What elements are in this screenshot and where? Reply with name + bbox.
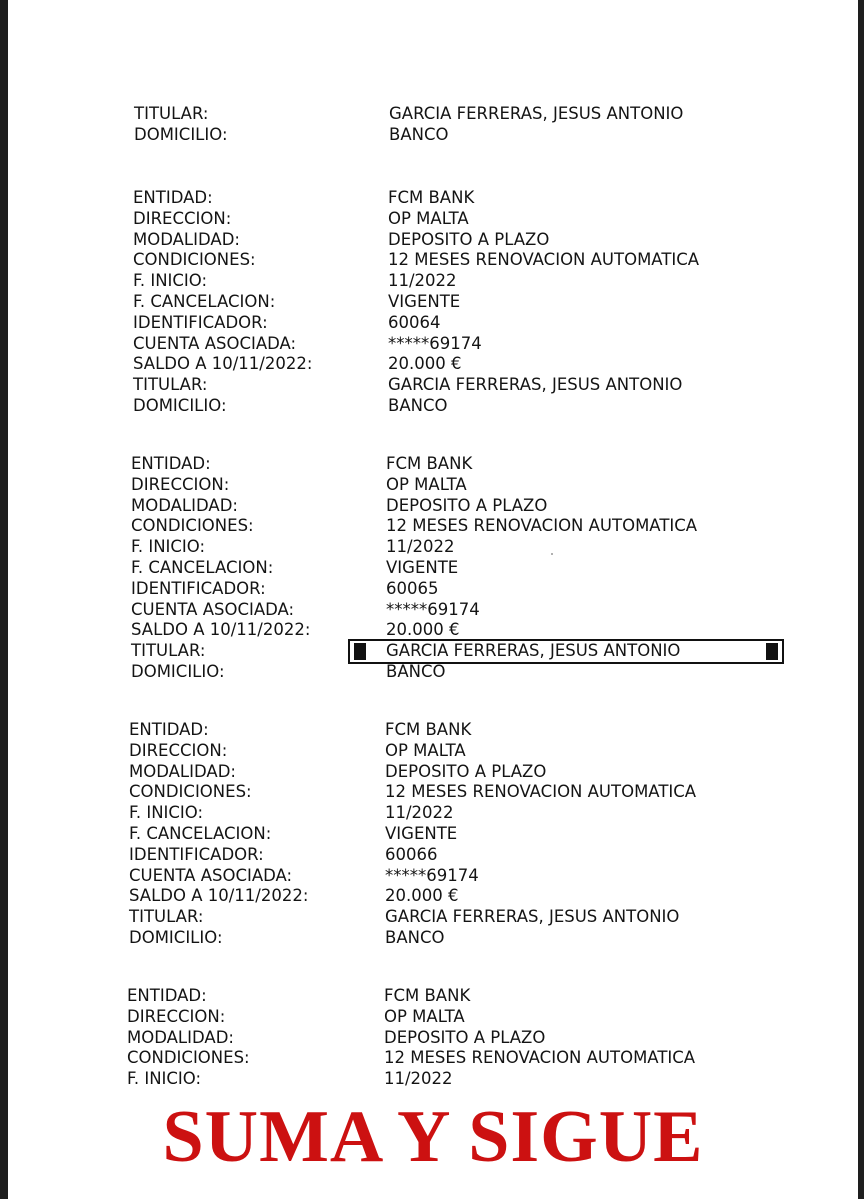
field-value: 60065 <box>386 578 439 598</box>
field-value: 12 MESES RENOVACION AUTOMATICA <box>385 782 697 802</box>
field-row <box>8 1027 858 1048</box>
field-row <box>8 353 858 374</box>
field-label: CUENTA ASOCIADA: <box>129 865 293 885</box>
field-label: TITULAR: <box>129 907 204 927</box>
field-label: F. INICIO: <box>127 1069 202 1089</box>
field-value: FCM BANK <box>384 986 471 1005</box>
field-row <box>8 599 858 620</box>
field-label: F. CANCELACION: <box>131 558 274 577</box>
field-row <box>8 395 858 416</box>
field-row <box>8 536 858 557</box>
field-row <box>8 1006 858 1027</box>
field-value: BANCO <box>386 662 446 681</box>
field-value: 20.000 € <box>388 354 462 374</box>
field-value: DEPOSITO A PLAZO <box>386 495 548 515</box>
field-row <box>8 619 858 640</box>
field-label: TITULAR: <box>133 375 208 395</box>
field-label: IDENTIFICADOR: <box>129 844 264 864</box>
field-row <box>8 823 858 844</box>
field-row <box>8 927 858 948</box>
field-row <box>8 124 858 145</box>
field-value: GARCIA FERRERAS, JESUS ANTONIO <box>386 641 681 661</box>
field-row <box>8 229 858 250</box>
field-row <box>8 761 858 782</box>
field-label: F. INICIO: <box>133 271 208 291</box>
field-row <box>8 333 858 354</box>
document-page <box>8 0 858 1199</box>
field-value: 12 MESES RENOVACION AUTOMATICA <box>388 250 700 270</box>
field-value: 20.000 € <box>386 620 460 640</box>
field-value: DEPOSITO A PLAZO <box>388 229 550 249</box>
field-value: *****69174 <box>386 599 480 619</box>
field-label: DIRECCION: <box>129 740 228 760</box>
field-value: GARCIA FERRERAS, JESUS ANTONIO <box>388 375 683 395</box>
field-row <box>8 865 858 886</box>
field-value: DEPOSITO A PLAZO <box>384 1027 546 1047</box>
field-value: 11/2022 <box>386 537 455 557</box>
field-value: FCM BANK <box>386 454 473 473</box>
field-value: 12 MESES RENOVACION AUTOMATICA <box>386 516 698 536</box>
field-label: DOMICILIO: <box>131 662 225 681</box>
field-value: *****69174 <box>388 333 482 353</box>
field-label: ENTIDAD: <box>133 188 213 207</box>
field-label: TITULAR: <box>134 104 209 123</box>
field-row <box>8 291 858 312</box>
field-row <box>8 844 858 865</box>
field-label: MODALIDAD: <box>131 495 238 515</box>
field-label: ENTIDAD: <box>131 454 211 473</box>
field-row <box>8 187 858 208</box>
field-row <box>8 640 858 661</box>
field-value: VIGENTE <box>385 824 458 843</box>
field-label: MODALIDAD: <box>127 1027 234 1047</box>
field-label: ENTIDAD: <box>129 720 209 739</box>
field-row <box>8 719 858 740</box>
field-label: DIRECCION: <box>133 208 232 228</box>
field-row <box>8 208 858 229</box>
field-row <box>8 885 858 906</box>
field-row <box>8 103 858 124</box>
field-value: 60066 <box>385 844 438 864</box>
field-value: VIGENTE <box>388 292 461 311</box>
field-label: CONDICIONES: <box>129 782 252 802</box>
field-row <box>8 1047 858 1068</box>
field-label: SALDO A 10/11/2022: <box>129 886 309 906</box>
field-label: SALDO A 10/11/2022: <box>133 354 313 374</box>
field-label: CONDICIONES: <box>127 1048 250 1068</box>
field-label: TITULAR: <box>131 641 206 661</box>
field-value: VIGENTE <box>386 558 459 577</box>
field-label: SALDO A 10/11/2022: <box>131 620 311 640</box>
field-row <box>8 312 858 333</box>
field-value: OP MALTA <box>388 208 469 228</box>
field-label: DIRECCION: <box>127 1006 226 1026</box>
field-row <box>8 374 858 395</box>
field-label: CUENTA ASOCIADA: <box>131 599 295 619</box>
field-row <box>8 474 858 495</box>
field-label: F. INICIO: <box>129 803 204 823</box>
field-value: 20.000 € <box>385 886 459 906</box>
field-value: OP MALTA <box>385 740 466 760</box>
field-row <box>8 1068 858 1089</box>
field-label: F. INICIO: <box>131 537 206 557</box>
field-label: IDENTIFICADOR: <box>133 312 268 332</box>
field-value: 11/2022 <box>384 1069 453 1089</box>
field-value: GARCIA FERRERAS, JESUS ANTONIO <box>389 104 684 123</box>
field-label: DOMICILIO: <box>133 396 227 415</box>
field-value: 11/2022 <box>388 271 457 291</box>
field-label: CONDICIONES: <box>131 516 254 536</box>
field-label: CUENTA ASOCIADA: <box>133 333 297 353</box>
field-label: DIRECCION: <box>131 474 230 494</box>
field-value: 12 MESES RENOVACION AUTOMATICA <box>384 1048 696 1068</box>
field-value: BANCO <box>388 396 448 415</box>
footer-title: SUMA Y SIGUE <box>162 1096 704 1178</box>
field-row <box>8 557 858 578</box>
field-row <box>8 661 858 682</box>
field-value: FCM BANK <box>388 188 475 207</box>
field-label: F. CANCELACION: <box>133 292 276 311</box>
field-row <box>8 802 858 823</box>
field-label: MODALIDAD: <box>129 761 236 781</box>
field-value: BANCO <box>385 928 445 947</box>
field-value: 60064 <box>388 312 441 332</box>
field-value: *****69174 <box>385 865 479 885</box>
field-value: OP MALTA <box>386 474 467 494</box>
field-row <box>8 906 858 927</box>
field-label: DOMICILIO: <box>129 928 223 947</box>
field-value: DEPOSITO A PLAZO <box>385 761 547 781</box>
field-row <box>8 249 858 270</box>
field-row <box>8 578 858 599</box>
field-row <box>8 985 858 1006</box>
field-row <box>8 495 858 516</box>
field-value: OP MALTA <box>384 1006 465 1026</box>
field-value: FCM BANK <box>385 720 472 739</box>
field-row <box>8 270 858 291</box>
field-label: MODALIDAD: <box>133 229 240 249</box>
field-value: BANCO <box>389 124 449 144</box>
field-label: CONDICIONES: <box>133 250 256 270</box>
field-label: ENTIDAD: <box>127 986 207 1005</box>
field-value: 11/2022 <box>385 803 454 823</box>
field-row <box>8 781 858 802</box>
field-label: F. CANCELACION: <box>129 824 272 843</box>
field-row <box>8 515 858 536</box>
field-row <box>8 453 858 474</box>
field-row <box>8 740 858 761</box>
field-label: IDENTIFICADOR: <box>131 578 266 598</box>
field-label: DOMICILIO: <box>134 124 228 144</box>
field-value: GARCIA FERRERAS, JESUS ANTONIO <box>385 907 680 927</box>
